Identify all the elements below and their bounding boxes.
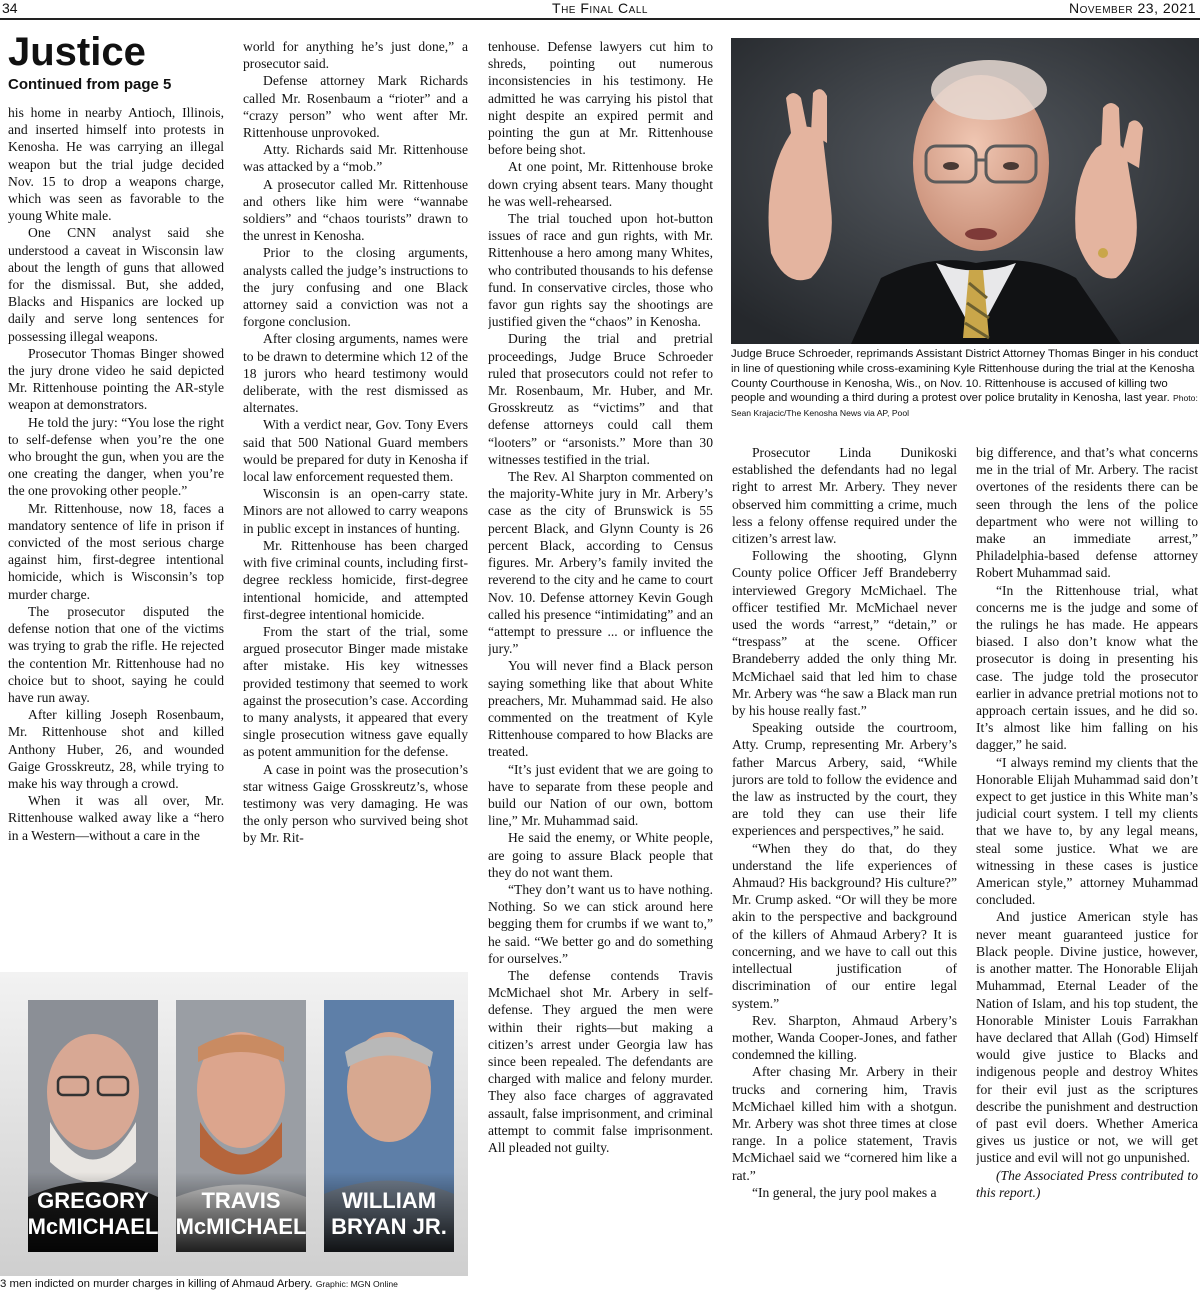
publication-name: The Final Call [552,0,648,16]
article-column-3 [488,38,713,1298]
paragraph: Defense attorney Mark Richards called Mr. Rosenbaum a “rioter” and a “crazy person” who went after Mr. Rittenhouse unprovoked. [243,73,468,141]
judge-photo-caption [731,347,1200,421]
caption-text: 3 men indicted on murder charges in killing of Ahmaud Arbery. [0,1278,313,1290]
paragraph: One CNN analyst said she understood a caveat in Wisconsin law about the length of guns that allowed for the dismissal. But, she added, Blacks and Hispanics are locked up daily and serve long sentences for possessing illegal weapons. [8,225,224,344]
paragraph: After chasing Mr. Arbery in their trucks and cornering him, Travis McMichael killed him with a shotgun. Mr. Arbery was shot three times at close range. In a police statement, Travis McMichael said we “cornered him like a rat.” [732,1064,957,1183]
mugshot-name-last: McMICHAEL [175,1214,307,1239]
caption-text: Judge Bruce Schroeder, reprimands Assistant District Attorney Thomas Binger in his conduct in line of questioning while cross-examining Kyle Rittenhouse during the trial at the Kenosha County Courthouse in Kenosha, Wis., on Nov. 10. Rittenhouse is accused of killing two people and wounding a third during a protest over police brutality in Kenosha, last year. [731,348,1199,405]
paragraph: “In the Rittenhouse trial, what concerns me is the judge and some of the rulings he has made. He appears biased. I also don’t know what the prosecutor is doing in presenting his case. The judge told the prosecutor earlier in advance pretrial motions not to approach certain issues, and he did so. It’s almost like him falling on his dagger,” he said. [976,582,1198,753]
paragraph: The trial touched upon hot-button issues of race and gun rights, with Mr. Rittenhouse a hero among many Whites, who contributed thousands to his defense fund. In conservative circles, those who favor gun rights say the shootings are justified given the “chaos” in Kenosha. [488,211,713,330]
graphic-credit: Graphic: MGN Online [315,1279,398,1289]
paragraph: The defense contends Travis McMichael shot Mr. Arbery in self-defense. They argued the men were within their rights—but making a citizen’s arrest under Georgia law has since been repealed. The defendants are charged with malice and felony murder. They also face charges of aggravated assault, false imprisonment, and criminal attempt to commit false imprisonment. All pleaded not guilty. [488,967,713,1155]
paragraph: When it was all over, Mr. Rittenhouse walked away like a “hero in a Western—without a care in the [8,793,224,843]
paragraph: With a verdict near, Gov. Tony Evers said that 500 National Guard members would be prepared for duty in Kenosha if local law enforcement requested them. [243,417,468,485]
paragraph: Wisconsin is an open-carry state. Minors are not allowed to carry weapons in public except in instances of hunting. [243,486,468,536]
paragraph: After closing arguments, names were to be drawn to determine which 12 of the 18 jurors who heard testimony would deliberate, with the rest dismissed as alternates. [243,331,468,416]
paragraph: “They don’t want us to have nothing. Nothing. So we can stick around here begging them for crumbs if we want to,” he said. “We better go and do something for ourselves.” [488,881,713,966]
article-column-4 [732,444,957,1298]
paragraph: After killing Joseph Rosenbaum, Mr. Rittenhouse shot and killed Anthony Huber, 26, and wounded Gaige Grosskreutz, 28, while trying to make his way through a crowd. [8,707,224,791]
mugshot-name-last: BRYAN JR. [331,1214,447,1239]
paragraph: “In general, the jury pool makes a [752,1184,937,1200]
paragraph: Following the shooting, Glynn County police Officer Jeff Brandeberry interviewed Gregory McMichael. The officer testified Mr. McMichael never used the words “arrest,” “detain,” or “trespass” at the scene. Officer Brandeberry added the only thing Mr. McMichael said that led him to chase Mr. Arbery was “he saw a Black man run by his house really fast.” [732,548,957,719]
judge-photo [731,38,1199,344]
paragraph: Mr. Rittenhouse, now 18, faces a mandatory sentence of life in prison if convicted of the most serious charge against him, first-degree intentional homicide, which is Wisconsin’s top murder charge. [8,500,224,602]
paragraph: He told the jury: “You lose the right to self-defense when you’re the one who brought the gun, when you are the one creating the danger, when you’re the one provoking other people.” [8,414,224,499]
paragraph: tenhouse. Defense lawyers cut him to shreds, pointing out numerous inconsistencies in his testimony. He admitted he was carrying his pistol that night despite an expired permit and pointing the gun at Mr. Rittenhouse before being shot. [488,39,713,158]
photo-credit: Photo: Sean Krajacic/The Kenosha News via AP, Pool [731,393,1198,419]
paragraph: He said the enemy, or White people, are going to assure Black people that they do not want them. [488,830,713,880]
issue-date: November 23, 2021 [1068,0,1196,16]
paragraph: “When they do that, do they understand the life experiences of Ahmaud? His background? His culture?” Mr. Crump asked. “Or will they be more akin to the perspective and background of the killers of Ahmaud Arbery? It is concerning, and we have to call out this intellectual justification of discrimination of our entire legal system.” [732,840,957,1011]
paragraph: At one point, Mr. Rittenhouse broke down crying absent tears. Many thought he was well-rehearsed. [488,159,713,209]
paragraph: The prosecutor disputed the defense notion that one of the victims was trying to grab the rifle. He rejected the contention Mr. Rittenhouse had no choice but to shoot, saying he could have run away. [8,603,224,705]
paragraph: world for anything he’s just done,” a prosecutor said. [243,39,468,72]
article-column-1 [8,104,224,966]
mugshot-name-first: WILLIAM [341,1188,437,1213]
paragraph: Mr. Rittenhouse has been charged with five criminal counts, including first-degree reckless homicide, first-degree intentional homicide, and attempted first-degree intentional homicide. [243,537,468,622]
page-number: 34 [2,0,18,16]
mugshot-caption [0,1277,470,1292]
judge-photo-illustration [731,38,1199,344]
mugshot-graphic [0,972,468,1276]
running-header [0,0,1200,20]
paragraph: Prosecutor Linda Dunikoski established the defendants had no legal right to arrest Mr. Arbery. They never observed him committing a crime, much less a felony offense required under the citizen’s arrest law. [732,445,957,547]
paragraph: A prosecutor called Mr. Rittenhouse and others like him were “wannabe soldiers” and “chaos tourists” drawn to the unrest in Kenosha. [243,176,468,244]
paragraph: his home in nearby Antioch, Illinois, and inserted himself into protests in Kenosha. He was carrying an illegal weapon but the trial judge decided Nov. 15 to drop a weapons charge, which was seen as favorable to the young White male. [8,105,224,224]
paragraph: A case in point was the prosecution’s star witness Gaige Grosskreutz’s, whose testimony was very damaging. He was the only person who survived being shot by Mr. Rit- [243,761,468,846]
article-column-2 [243,38,468,966]
paragraph: From the start of the trial, some argued prosecutor Binger made mistake after mistake. His key witnesses provided testimony that seemed to work against the prosecution’s case. According to many analysts, it appeared that every single prosecution witness gave equally as potent ammunition for the defense. [243,623,468,760]
paragraph: “I always remind my clients that the Honorable Elijah Muhammad said don’t expect to get justice in this White man’s judicial court system. I tell my clients that we have to, by any legal means, steal some justice. What we are witnessing in these cases is justice American style,” attorney Muhammad concluded. [976,754,1198,908]
header-rule [0,18,1200,20]
mugshot-name-last: McMICHAEL [27,1214,159,1239]
contribution-credit: (The Associated Press contributed to this report.) [976,1167,1198,1200]
mugshot-name-first: GREGORY [37,1188,149,1213]
headline: Justice [8,30,146,74]
paragraph: And justice American style has never meant guaranteed justice for Black people. Divine justice, however, is another matter. The Honorable Elijah Muhammad, Eternal Leader of the Nation of Islam, and his top student, the Honorable Minister Louis Farrakhan have declared that Allah (God) Himself would give justice to Blacks and indigenous people and destroy Whites for their evil just as the scriptures describe the punishment and destruction of past evil doers. Whether America gives us justice or not, we will get justice and evil will not go unpunished. [976,909,1198,1166]
paragraph: You will never find a Black person saying something like that about White preachers, Mr. Muhammad said. He also commented on the treatment of Kyle Rittenhouse compared to how Blacks are treated. [488,658,713,760]
paragraph: big difference, and that’s what concerns me in the trial of Mr. Arbery. The racist overtones of the residents there can be seen through the lens of the police department who were not willing to make an immediate arrest,” Philadelphia-based defense attorney Robert Muhammad said. [976,445,1198,581]
mugshot-graphic-illustration [0,972,468,1276]
paragraph: Rev. Sharpton, Ahmaud Arbery’s mother, Wanda Cooper-Jones, and father condemned the killing. [732,1012,957,1063]
paragraph: “It’s just evident that we are going to have to separate from these people and build our Nation of our own, bottom line,” Mr. Muhammad said. [488,761,713,829]
article-column-5 [976,444,1198,1298]
paragraph: During the trial and pretrial proceedings, Judge Bruce Schroeder ruled that prosecutors could not refer to Mr. Rosenbaum, Mr. Huber, and Mr. Grosskreutz as “victims” and that defense attorneys could call them “looters” or “arsonists.” More than 30 witnesses testified in the trial. [488,331,713,467]
paragraph: Speaking outside the courtroom, Atty. Crump, representing Mr. Arbery’s father Marcus Arbery, said, “While jurors are told to follow the evidence and the law as instructed by the court, they are told they can use their life experiences and perspectives,” he said. [732,720,957,839]
paragraph: The Rev. Al Sharpton commented on the majority-White jury in Mr. Arbery’s case as the city of Brunswick is 55 percent Black, and Glynn County is 26 percent Black, according to Census figures. Mr. Arbery’s family invited the reverend to the city and he came to court Nov. 10. Defense attorney Kevin Gough called his presence “intimidating” and an “attempt to pressure ... or influence the jury.” [488,469,713,657]
paragraph: Prior to the closing arguments, analysts called the judge’s instructions to the jury confusing and one Black attorney said a conviction was not a forgone conclusion. [243,245,468,330]
mugshot-name-first: TRAVIS [201,1188,281,1213]
paragraph: Prosecutor Thomas Binger showed the jury drone video he said depicted Mr. Rittenhouse pointing the AR-style weapon at demonstrators. [8,345,224,413]
paragraph: Atty. Richards said Mr. Rittenhouse was attacked by a “mob.” [243,142,468,175]
continued-from-label: Continued from page 5 [8,76,172,93]
